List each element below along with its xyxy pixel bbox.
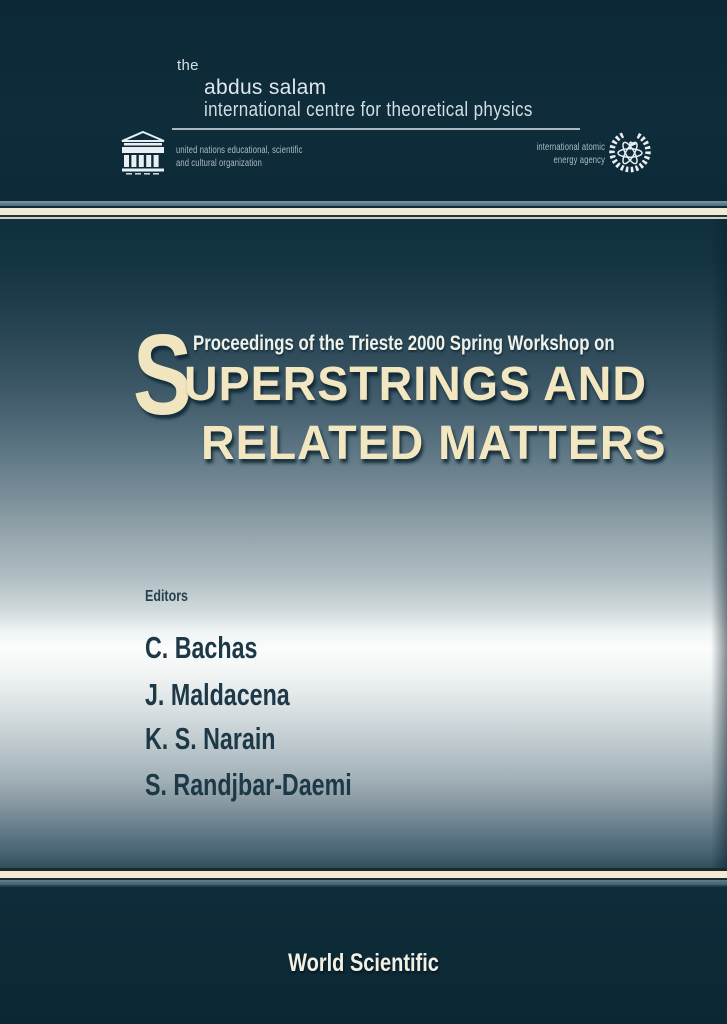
iaea-caption-line1: international atomic [536, 141, 605, 153]
institute-article: the [177, 57, 199, 74]
editor-name: K. S. Narain [145, 721, 276, 756]
header-panel [0, 0, 727, 202]
separator-band-bottom [0, 868, 727, 889]
iaea-caption [457, 141, 605, 167]
iaea-atom-wreath-icon [609, 128, 651, 178]
separator-band-top [0, 201, 727, 220]
unesco-caption-line1: united nations educational, scientific [176, 144, 303, 156]
editor-name: S. Randjbar-Daemi [145, 767, 352, 802]
unesco-caption [176, 144, 303, 170]
separator-stripe-cream [0, 871, 727, 878]
series-title: Proceedings of the Trieste 2000 Spring Workshop on [193, 332, 615, 355]
gradient-panel [0, 219, 727, 869]
editors-label: Editors [145, 588, 188, 605]
iaea-caption-line2: energy agency [553, 154, 605, 167]
editor-name: J. Maldacena [145, 677, 290, 712]
institute-name: abdus salam [204, 76, 327, 99]
institute-subtitle: international centre for theoretical physics [204, 99, 533, 121]
book-title-line2: RELATED MATTERS [201, 417, 667, 470]
publisher-name: World Scientific [288, 949, 439, 977]
header-divider [172, 128, 580, 130]
spine-shadow [711, 219, 727, 869]
separator-stripe-cream [0, 208, 727, 215]
title-drop-cap: S [133, 312, 193, 439]
unesco-caption-line2: and cultural organization [176, 157, 262, 170]
book-title-line1: UPERSTRINGS AND [184, 358, 647, 411]
unesco-temple-icon [118, 131, 168, 177]
editor-name: C. Bachas [145, 630, 258, 665]
